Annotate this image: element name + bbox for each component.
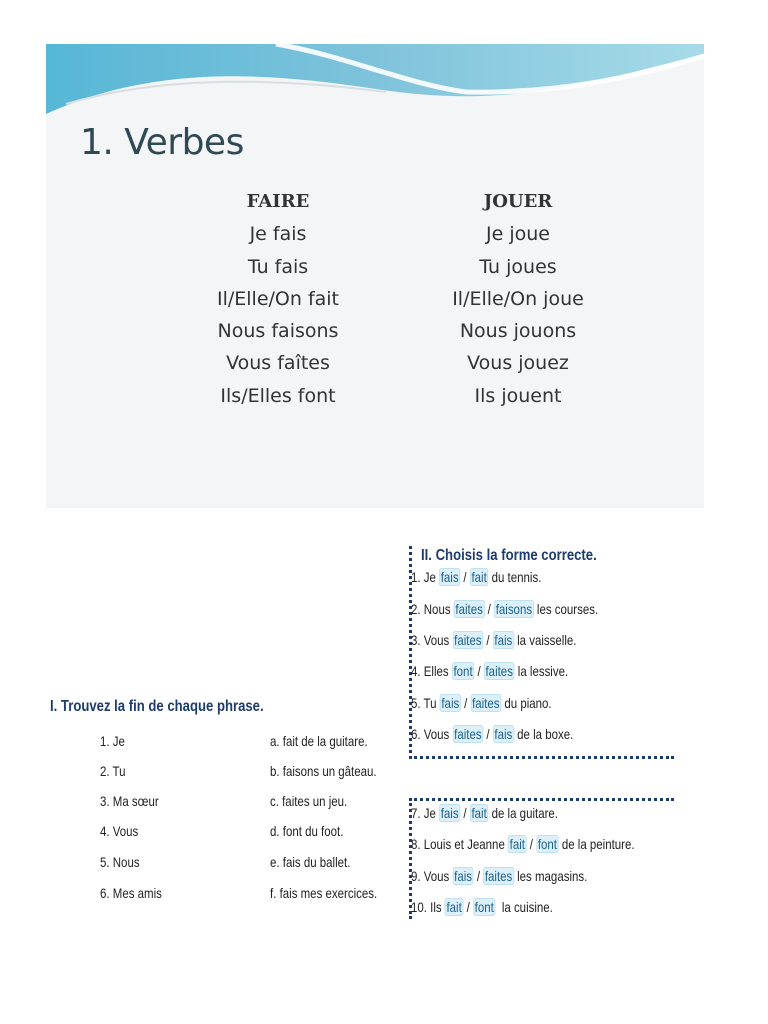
option-1[interactable]: fais	[440, 569, 459, 585]
option-2[interactable]: fais	[494, 632, 513, 648]
option-2[interactable]: fais	[494, 726, 513, 742]
option-1[interactable]: fais	[454, 868, 473, 884]
sentence-subject	[100, 763, 131, 779]
separator: /	[483, 726, 493, 742]
jouer-form: Nous jouons	[459, 320, 577, 343]
faire-form: Tu fais	[247, 255, 309, 278]
item-text: 4. Vous	[100, 823, 139, 839]
question-text	[411, 663, 568, 679]
option-1[interactable]: fais	[441, 695, 460, 711]
option-2[interactable]: fait	[471, 569, 487, 585]
option-1[interactable]: fait	[509, 836, 525, 852]
choice-question	[411, 726, 609, 742]
exercise2-title	[421, 547, 635, 565]
option-2[interactable]: faites	[472, 695, 500, 711]
question-text	[411, 836, 635, 852]
sentence-subject	[100, 854, 148, 870]
jouer-form: Ils jouent	[474, 384, 562, 407]
item-text: 5. Nous	[100, 854, 140, 870]
question-suffix: les courses.	[533, 601, 599, 617]
sentence-subject	[100, 885, 175, 901]
item-text: f. fais mes exercices.	[270, 885, 378, 901]
jouer-column	[398, 186, 638, 412]
faire-column	[158, 186, 398, 412]
faire-heading: FAIRE	[246, 191, 310, 212]
jouer-heading: JOUER	[483, 191, 553, 212]
question-prefix: 5. Tu	[411, 695, 440, 711]
sentence-ending	[270, 733, 389, 749]
item-text: d. font du foot.	[270, 823, 344, 839]
option-1[interactable]: fais	[440, 805, 459, 821]
choice-question	[411, 899, 584, 915]
question-suffix: du piano.	[501, 695, 552, 711]
option-1[interactable]: faites	[454, 726, 482, 742]
question-suffix: la lessive.	[514, 663, 569, 679]
question-text	[411, 569, 541, 585]
separator: /	[460, 695, 471, 711]
separator: /	[526, 836, 537, 852]
option-2[interactable]: faites	[484, 868, 513, 884]
option-1[interactable]: fait	[446, 899, 462, 915]
faire-form: Nous faisons	[217, 320, 339, 343]
item-text: 3. Ma sœur	[100, 793, 159, 809]
jouer-form: Vous jouez	[467, 352, 569, 375]
option-2[interactable]: faisons	[495, 601, 533, 617]
separator: /	[463, 899, 473, 915]
sentence-ending	[270, 854, 368, 870]
jouer-form: Il/Elle/On joue	[452, 287, 584, 310]
choice-question	[411, 569, 570, 585]
question-prefix: 8. Louis et Jeanne	[411, 836, 509, 852]
jouer-form: Je joue	[486, 223, 550, 246]
exercise2-title-text: II. Choisis la forme correcte.	[421, 547, 597, 564]
separator: /	[460, 569, 470, 585]
choice-question	[411, 868, 626, 884]
question-prefix: 4. Elles	[411, 663, 452, 679]
question-text	[411, 805, 558, 821]
question-prefix: 2. Nous	[411, 601, 454, 617]
question-suffix: de la boxe.	[513, 726, 574, 742]
sentence-subject	[100, 733, 130, 749]
question-suffix: la vaisselle.	[513, 632, 577, 648]
question-text	[411, 899, 553, 915]
exercise1-title	[50, 698, 311, 716]
choice-question	[411, 632, 613, 648]
sentence-subject	[100, 793, 172, 809]
option-2[interactable]: fait	[471, 805, 487, 821]
item-text: 6. Mes amis	[100, 885, 162, 901]
jouer-form: Tu joues	[479, 255, 557, 278]
choice-question	[411, 836, 684, 852]
sentence-ending	[270, 885, 401, 901]
item-text: a. fait de la guitare.	[270, 733, 368, 749]
faire-form: Il/Elle/On fait	[216, 287, 340, 310]
question-prefix: 9. Vous	[411, 868, 453, 884]
separator: /	[484, 601, 495, 617]
faire-form: Je fais	[249, 223, 307, 246]
choice-question	[411, 695, 582, 711]
option-1[interactable]: faites	[455, 601, 483, 617]
faire-form: Vous faîtes	[226, 352, 330, 375]
question-prefix: 1. Je	[411, 569, 440, 585]
sentence-ending	[270, 763, 400, 779]
choice-question	[411, 805, 590, 821]
slide-title: 1. Verbes	[80, 122, 244, 163]
option-2[interactable]: font	[474, 899, 494, 915]
option-1[interactable]: font	[453, 663, 473, 679]
verbes-slide-image	[46, 44, 704, 508]
separator: /	[474, 663, 484, 679]
item-text: e. fais du ballet.	[270, 854, 351, 870]
item-text: c. faites un jeu.	[270, 793, 348, 809]
option-1[interactable]: faites	[454, 632, 482, 648]
question-text	[411, 868, 587, 884]
question-suffix: de la guitare.	[488, 805, 558, 821]
faire-form: Ils/Elles font	[220, 384, 336, 407]
item-text: 2. Tu	[100, 763, 126, 779]
sentence-ending	[270, 793, 364, 809]
item-text: b. faisons un gâteau.	[270, 763, 377, 779]
separator: /	[460, 805, 470, 821]
option-2[interactable]: font	[537, 836, 557, 852]
question-suffix: de la peinture.	[558, 836, 635, 852]
option-2[interactable]: faites	[485, 663, 513, 679]
separator: /	[473, 868, 484, 884]
question-text	[411, 726, 573, 742]
item-text: 1. Je	[100, 733, 125, 749]
question-suffix: les magasins.	[513, 868, 588, 884]
exercise1-title-text: I. Trouvez la fin de chaque phrase.	[50, 698, 264, 715]
sentence-subject	[100, 823, 147, 839]
question-prefix: 7. Je	[411, 805, 440, 821]
separator: /	[483, 632, 493, 648]
sentence-ending	[270, 823, 360, 839]
question-prefix: 6. Vous	[411, 726, 453, 742]
choice-question	[411, 663, 603, 679]
question-text	[411, 632, 576, 648]
question-suffix: du tennis.	[488, 569, 542, 585]
question-suffix: la cuisine.	[495, 899, 553, 915]
question-text	[411, 601, 598, 617]
choice-question	[411, 601, 639, 617]
question-text	[411, 695, 552, 711]
question-prefix: 10. Ils	[411, 899, 445, 915]
question-prefix: 3. Vous	[411, 632, 453, 648]
